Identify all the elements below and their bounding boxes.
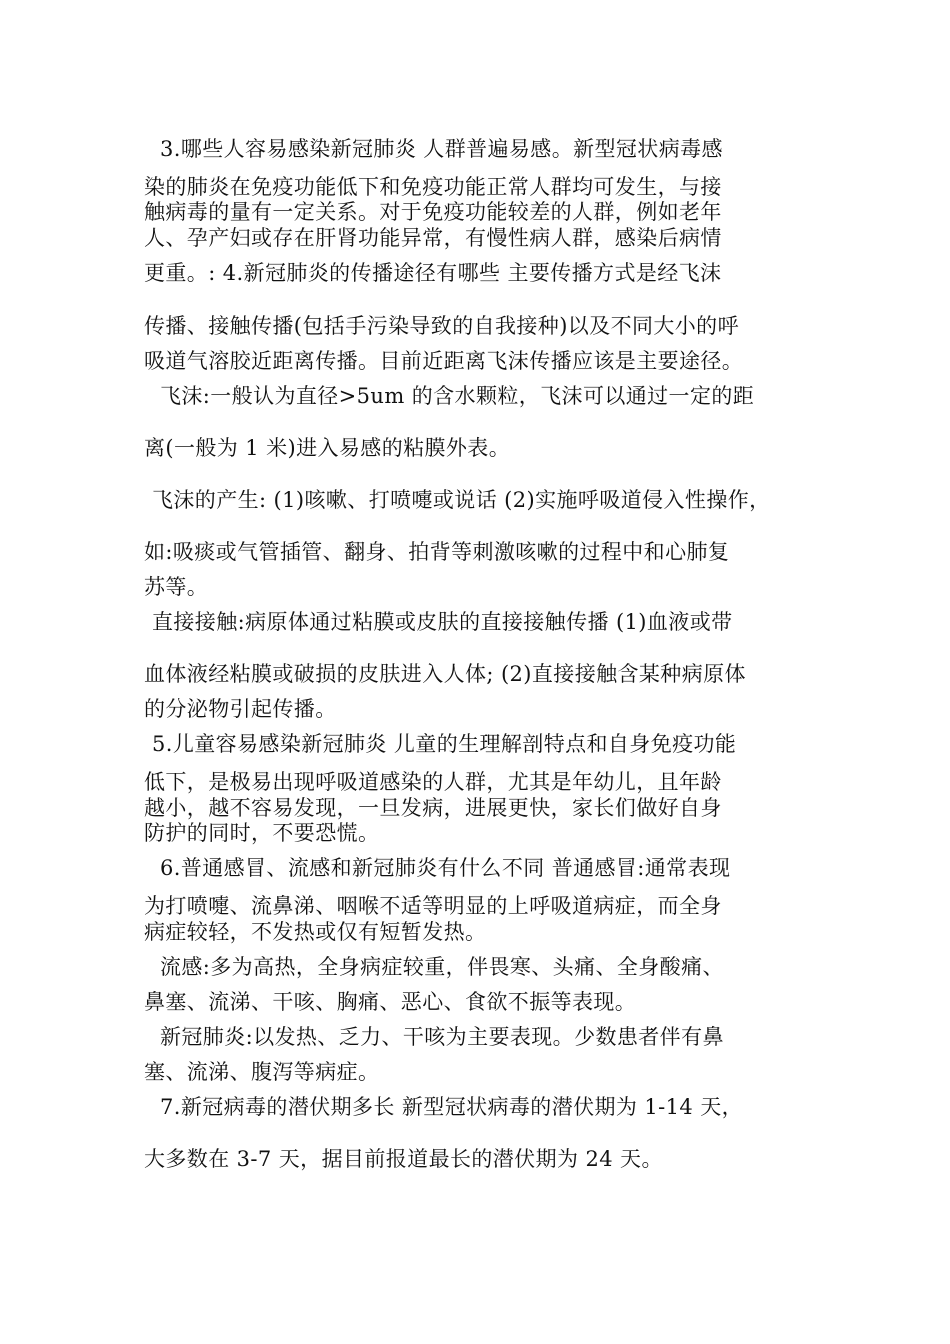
text-line: 新冠肺炎:以发热、乏力、干咳为主要表现。少数患者伴有鼻	[160, 1025, 724, 1049]
text-line: 触病毒的量有一定关系。对于免疫功能较差的人群，例如老年	[144, 200, 722, 224]
text-line: 塞、流涕、腹泻等病症。	[144, 1060, 380, 1084]
text-line: 低下，是极易出现呼吸道感染的人群，尤其是年幼儿，且年龄	[144, 770, 722, 794]
text-line: 飞沫的产生: (1)咳嗽、打喷嚏或说话 (2)实施呼吸道侵入性操作，	[152, 488, 771, 512]
text-line: 吸道气溶胶近距离传播。目前近距离飞沫传播应该是主要途径。	[144, 349, 744, 373]
text-line: 防护的同时，不要恐慌。	[144, 821, 380, 845]
text-line: 染的肺炎在免疫功能低下和免疫功能正常人群均可发生，与接	[144, 175, 722, 199]
text-line: 为打喷嚏、流鼻涕、咽喉不适等明显的上呼吸道病症，而全身	[144, 894, 722, 918]
text-line: 越小，越不容易发现，一旦发病，进展更快，家长们做好自身	[144, 796, 722, 820]
text-line: 直接接触:病原体通过粘膜或皮肤的直接接触传播 (1)血液或带	[152, 610, 733, 634]
text-line: 鼻塞、流涕、干咳、胸痛、恶心、食欲不振等表现。	[144, 990, 637, 1014]
text-line: 血体液经粘膜或破损的皮肤进入人体; (2)直接接触含某种病原体	[144, 662, 746, 686]
text-line: 病症较轻，不发热或仅有短暂发热。	[144, 920, 487, 944]
text-line: 离(一般为 1 米)进入易感的粘膜外表。	[144, 436, 511, 460]
text-line: 5.儿童容易感染新冠肺炎 儿童的生理解剖特点和自身免疫功能	[152, 732, 737, 756]
text-line: 大多数在 3-7 天，据目前报道最长的潜伏期为 24 天。	[144, 1147, 663, 1171]
text-line: 3.哪些人容易感染新冠肺炎 人群普遍易感。新型冠状病毒感	[160, 137, 723, 161]
text-line: 如:吸痰或气管插管、翻身、拍背等刺激咳嗽的过程中和心肺复	[144, 540, 730, 564]
text-line: 的分泌物引起传播。	[144, 697, 337, 721]
text-line: 飞沫:一般认为直径>5um 的含水颗粒，飞沫可以通过一定的距	[160, 384, 755, 408]
text-line: 苏等。	[144, 575, 209, 599]
text-line: 6.普通感冒、流感和新冠肺炎有什么不同 普通感冒:通常表现	[160, 856, 731, 880]
text-line: 流感:多为高热，全身病症较重，伴畏寒、头痛、全身酸痛、	[160, 955, 724, 979]
text-line: 传播、接触传播(包括手污染导致的自我接种)以及不同大小的呼	[144, 314, 739, 338]
text-line: 更重。: 4.新冠肺炎的传播途径有哪些 主要传播方式是经飞沫	[144, 261, 722, 285]
text-line: 7.新冠病毒的潜伏期多长 新型冠状病毒的潜伏期为 1-14 天，	[160, 1095, 744, 1119]
text-line: 人、孕产妇或存在肝肾功能异常，有慢性病人群，感染后病情	[144, 226, 722, 250]
